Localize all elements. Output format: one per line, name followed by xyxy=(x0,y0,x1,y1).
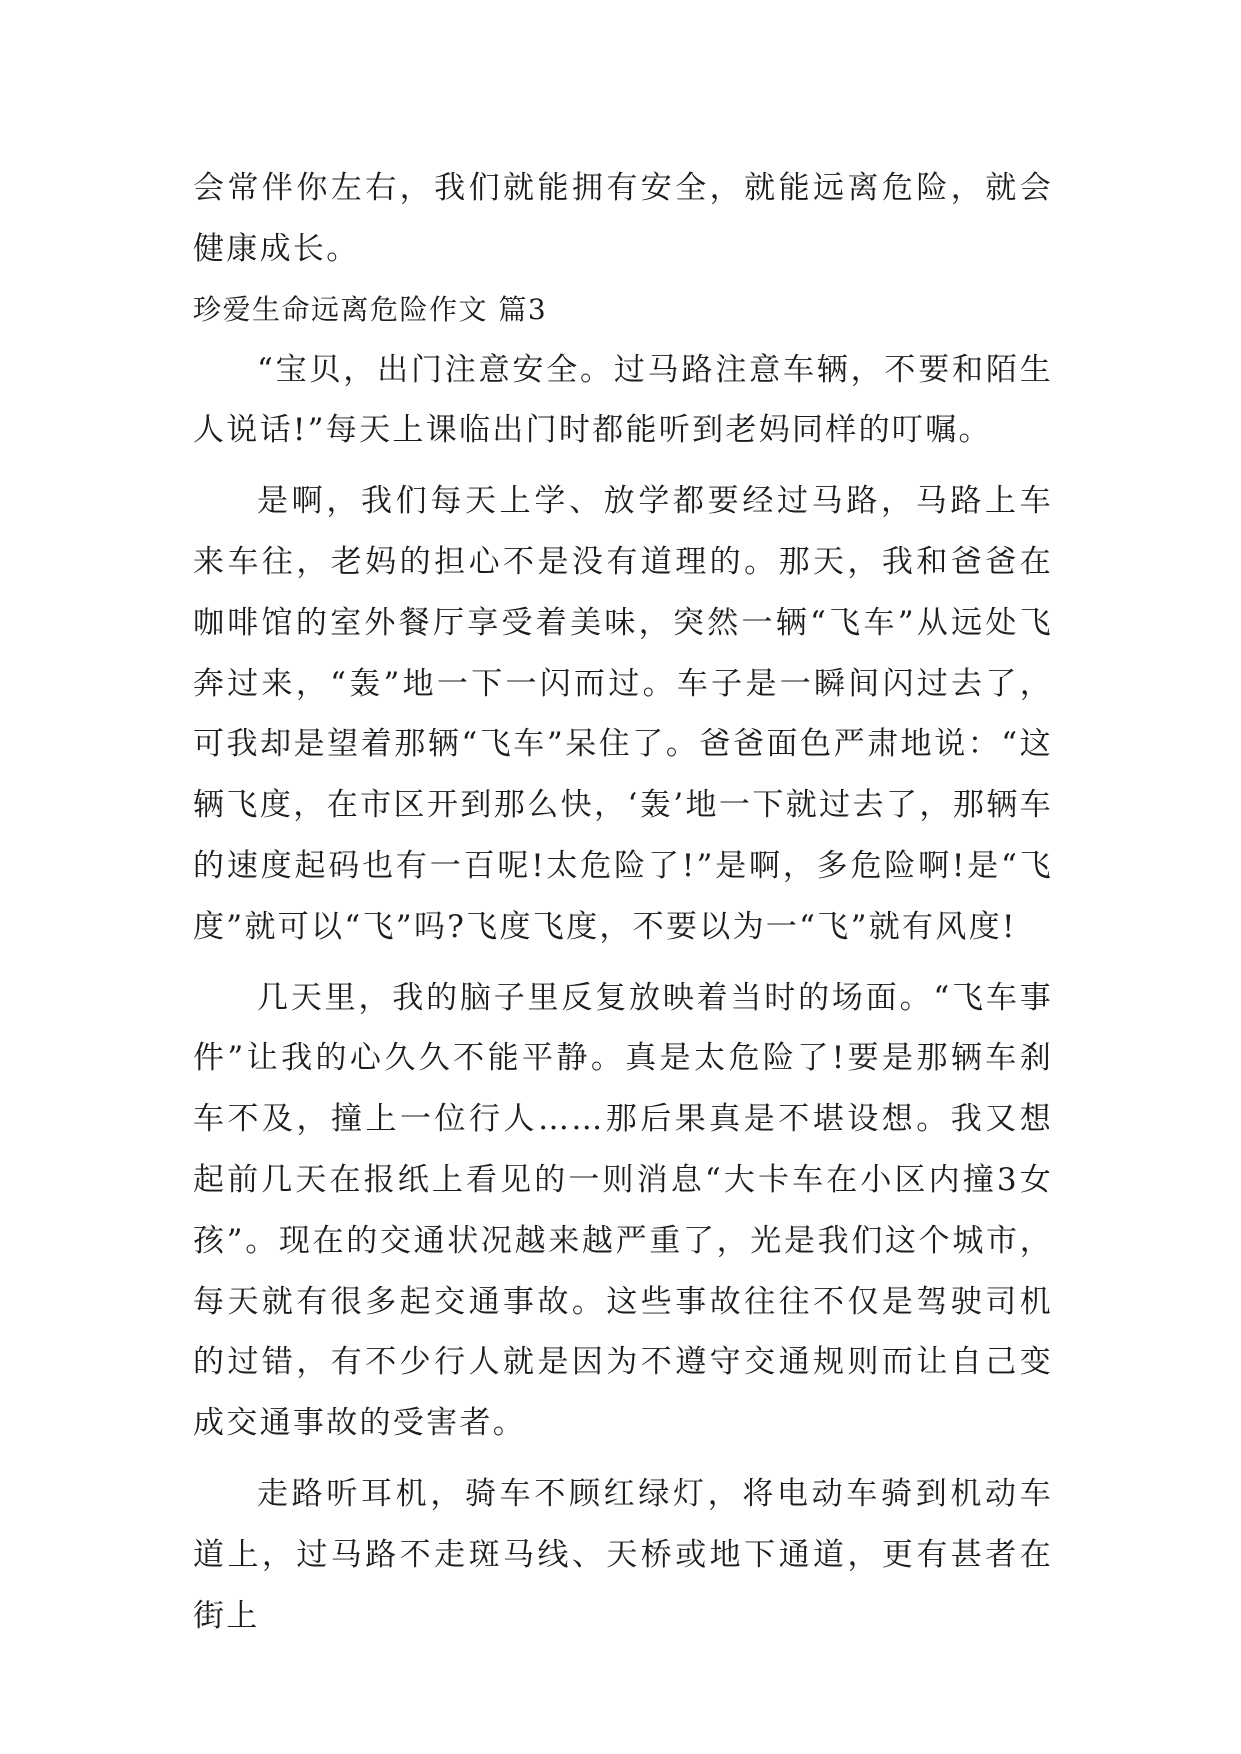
continuation-paragraph: 会常伴你左右，我们就能拥有安全，就能远离危险，就会健康成长。 xyxy=(193,170,1053,267)
body-paragraph-2: 是啊，我们每天上学、放学都要经过马路，马路上车来车往，老妈的担心不是没有道理的。那天，我和爸爸在咖啡馆的室外餐厅享受着美味，突然一辆“飞车”从远处飞奔过来，“轰”地一下一闪而过。车子是一瞬间闪过去了，可我却是望着那辆“飞车”呆住了。爸爸面色严肃地说：“这辆飞度，在市区开到那么快，‘轰’地一下就过去了，那辆车的速度起码也有一百呢!太危险了!”是啊，多危险啊!是“飞度”就可以“飞”吗?飞度飞度，不要以为一“飞”就有风度! xyxy=(193,483,1053,945)
body-paragraph-3: 几天里，我的脑子里反复放映着当时的场面。“飞车事件”让我的心久久不能平静。真是太危险了!要是那辆车刹车不及，撞上一位行人……那后果真是不堪设想。我又想起前几天在报纸上看见的一则消息“大卡车在小区内撞3女孩”。现在的交通状况越来越严重了，光是我们这个城市，每天就有很多起交通事故。这些事故往往不仅是驾驶司机的过错，有不少行人就是因为不遵守交通规则而让自己变成交通事故的受害者。 xyxy=(193,979,1053,1442)
section-title: 珍爱生命远离危险作文 篇3 xyxy=(193,292,548,326)
document-body xyxy=(193,158,1053,1646)
body-paragraph-1: “宝贝，出门注意安全。过马路注意车辆，不要和陌生人说话!”每天上课临出门时都能听到老妈同样的叮嘱。 xyxy=(193,351,1053,449)
body-paragraph-4: 走路听耳机，骑车不顾红绿灯，将电动车骑到机动车道上，过马路不走斑马线、天桥或地下通道，更有甚者在街上 xyxy=(193,1475,1053,1634)
